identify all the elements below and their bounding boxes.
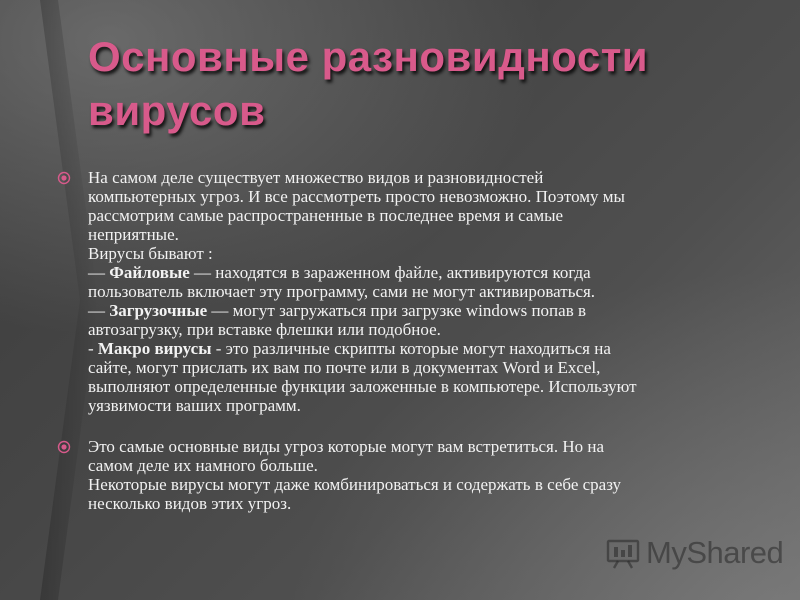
line-prefix: — <box>88 263 110 282</box>
line-rest: - это различные скрипты которые могут находиться на <box>211 339 611 358</box>
term-boot-viruses: Загрузочные <box>109 301 208 320</box>
bullet-line: Некоторые вирусы могут даже комбинироваться и содержать в себе сразу <box>88 475 622 494</box>
slide-content <box>0 168 800 513</box>
bullet-line: Это самые основные виды угроз которые могут вам встретиться. Но на <box>88 437 605 456</box>
line-prefix: — <box>88 301 110 320</box>
bullet-line: пользователь включает эту программу, сами не могут активироваться. <box>88 282 596 301</box>
bullet-line: Вирусы бывают : <box>88 244 213 263</box>
line-rest: — находятся в зараженном файле, активируются когда <box>189 263 591 282</box>
circle-bullet-icon <box>57 171 71 185</box>
bullet-item <box>0 168 748 415</box>
bullet-line-macro-viruses <box>88 339 748 358</box>
bullet-line: уязвимости ваших программ. <box>88 396 301 415</box>
watermark-text: MyShared <box>646 535 784 570</box>
watermark-logo <box>606 533 784 573</box>
term-file-viruses: Файловые <box>109 263 190 282</box>
circle-bullet-icon <box>57 440 71 454</box>
bullet-line: На самом деле существует множество видов и разновидностей <box>88 168 544 187</box>
presentation-board-icon <box>606 539 640 569</box>
bullet-line: неприятные. <box>88 225 179 244</box>
bullet-line: рассмотрим самые распространенные в последнее время и самые <box>88 206 564 225</box>
term-macro-viruses: Макро вирусы <box>97 339 212 358</box>
line-rest: — могут загружаться при загрузке windows попав в <box>207 301 587 320</box>
bullet-line-boot-viruses <box>88 301 748 320</box>
bullet-line: выполняют определенные функции заложенные в компьютере. Используют <box>88 377 637 396</box>
title-line: вирусов <box>88 87 266 134</box>
title-line: Основные разновидности <box>88 33 649 80</box>
bullet-line: компьютерных угроз. И все рассмотреть просто невозможно. Поэтому мы <box>88 187 625 206</box>
slide-title <box>88 30 728 138</box>
line-prefix: - <box>88 339 98 358</box>
bullet-line: автозагрузку, при вставке флешки или подобное. <box>88 320 441 339</box>
bullet-line-file-viruses <box>88 263 748 282</box>
bullet-line: несколько видов этих угроз. <box>88 494 292 513</box>
bullet-line: самом деле их намного больше. <box>88 456 318 475</box>
bullet-line: сайте, могут прислать их вам по почте или в документах Word и Excel, <box>88 358 601 377</box>
bullet-item <box>0 437 748 513</box>
